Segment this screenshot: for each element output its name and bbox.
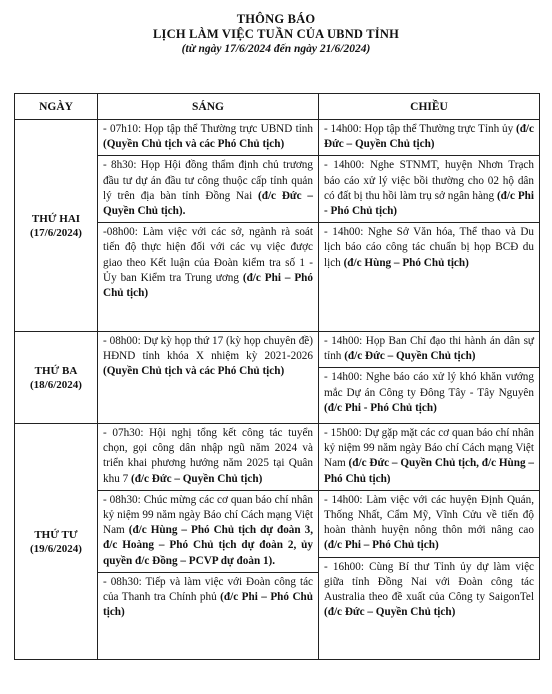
schedule-item-assignee: (đ/c Đức – Quyền Chủ tịch) [130,472,263,485]
schedule-table [14,93,540,660]
day-date: (18/6/2024) [30,378,82,391]
schedule-item-assignee: (đ/c Hùng – Phó Chủ tịch dự đoàn 3, đ/c Hoàng – Phó Chủ tịch dự đoàn 2, ủy quyền đ/c Đồng – PCVP dự đoàn 1). [103,524,313,567]
morning-schedule-item [98,573,318,624]
day-cell [15,424,98,660]
afternoon-schedule-item [319,332,539,368]
table-row [15,120,540,332]
day-date: (19/6/2024) [30,542,82,555]
afternoon-cell [319,424,540,660]
date-range: (từ ngày 17/6/2024 đến ngày 21/6/2024) [181,43,371,55]
schedule-item-assignee: (đ/c Đức – Quyền Chủ tịch) [344,350,476,363]
schedule-item-assignee: (Quyền Chủ tịch và các Phó Chủ tịch) [103,138,285,151]
schedule-item-text: - 8h30: Họp Hội đồng thẩm định chủ trương đầu tư dự án đầu tư công thuộc cấp tỉnh quản lý trên địa bàn tỉnh Đồng Nai [103,159,313,202]
schedule-item-text: - 08h30: Tiếp và làm việc với Đoàn công tác của Thanh tra Chính phủ [103,575,313,604]
morning-schedule-item [98,332,318,383]
schedule-item-assignee: (đ/c Đức – Quyền Chủ tịch). [103,189,313,218]
document-title: THÔNG BÁO [236,12,316,26]
morning-schedule-item [98,491,318,573]
schedule-item-text: - 08h00: Dự kỳ họp thứ 17 (kỳ họp chuyên đề) HĐND tỉnh khóa X nhiệm kỳ 2021-2026 [103,335,313,363]
afternoon-schedule-item [319,558,539,624]
schedule-item-assignee: (đ/c Phi - Phó Chủ tịch) [324,401,437,414]
schedule-item-text: - 14h00: Nghe STNMT, huyện Nhơn Trạch báo cáo xử lý việc bồi thường cho 02 hộ dân có đất bị thu hồi làm trụ sở ngân hàng [324,159,534,202]
document-subtitle: LỊCH LÀM VIỆC TUẦN CỦA UBND TỈNH [152,27,400,41]
column-header-day: NGÀY [15,94,98,120]
morning-schedule-item [98,223,318,304]
column-header-morning: SÁNG [98,94,319,120]
schedule-item-assignee: (đ/c Phi – Phó Chủ tịch) [103,271,313,300]
schedule-item-assignee: (đ/c Phi - Phó Chủ tịch) [324,189,534,218]
schedule-item-text: - 07h10: Họp tập thể Thường trực UBND tỉnh [103,123,313,135]
column-header-afternoon: CHIỀU [319,94,540,120]
schedule-item-assignee: (Quyền Chủ tịch và các Phó Chủ tịch) [103,365,285,378]
schedule-item-text: - 14h00: Họp tập thể Thường trực Tỉnh ủy [324,123,516,135]
schedule-item-assignee: (đ/c Đức – Quyền Chủ tịch) [324,123,534,151]
morning-schedule-item [98,120,318,156]
day-cell [15,120,98,332]
schedule-item-text: -08h00: Làm việc với các sở, ngành rà soát tiến độ thực hiện đối với các vụ việc được giao theo Kết luận của Đoàn kiểm tra số 1 - Ủy ban Kiểm tra Trung ương [103,226,313,284]
schedule-item-assignee: (đ/c Đức – Quyền Chủ tịch) [324,606,456,619]
schedule-item-text: - 15h00: Dự gặp mặt các cơ quan báo chí nhân kỷ niệm 99 năm ngày Báo chí Cách mạng Việt Nam [324,427,534,470]
schedule-item-text: - 07h30: Hội nghị tổng kết công tác tuyển chọn, gọi công dân nhập ngũ năm 2024 và triển khai phương hướng năm 2025 tại Quân khu 7 [103,427,313,485]
schedule-item-text: - 14h00: Làm việc với các huyện Định Quán, Thống Nhất, Cẩm Mỹ, Vĩnh Cửu về tiến độ hoàn thành huyện nông thôn mới nâng cao [324,493,534,537]
table-row [15,424,540,660]
day-name: THỨ TƯ [34,528,78,541]
afternoon-schedule-item [319,424,539,491]
morning-cell [98,120,319,332]
day-name: THỨ HAI [31,212,81,225]
afternoon-schedule-item [319,156,539,223]
schedule-item-text: - 16h00: Cùng Bí thư Tỉnh ủy dự làm việc giữa tỉnh Đồng Nai với Đoàn công tác Australia theo đề xuất của Công ty SaigonTel [324,560,534,604]
schedule-item-assignee: (đ/c Phi – Phó Chủ tịch) [103,591,313,619]
schedule-item-assignee: (đ/c Hùng – Phó Chủ tịch) [343,256,469,269]
afternoon-schedule-item [319,491,539,558]
schedule-item-text: - 14h00: Nghe Sở Văn hóa, Thể thao và Du lịch báo cáo công tác chuẩn bị họp BCĐ du lịch [324,226,534,269]
document-header [0,12,552,56]
afternoon-schedule-item [319,368,539,419]
morning-schedule-item [98,424,318,491]
afternoon-schedule-item [319,223,539,274]
schedule-item-assignee: (đ/c Phi – Phó Chủ tịch) [324,539,439,552]
morning-cell [98,332,319,424]
morning-cell [98,424,319,660]
afternoon-schedule-item [319,120,539,156]
schedule-item-text: - 14h00: Nghe báo cáo xử lý khó khăn vướng mắc Dự án Công ty Đông Tây - Tây Nguyên [324,371,534,399]
schedule-item-text: - 14h00: Họp Ban Chỉ đạo thi hành án dân sự tỉnh [324,335,534,363]
day-cell [15,332,98,424]
day-date: (17/6/2024) [30,226,82,239]
schedule-item-assignee: (đ/c Đức – Quyền Chủ tịch, đ/c Hùng – Phó Chủ tịch) [324,457,534,485]
afternoon-cell [319,120,540,332]
morning-schedule-item [98,156,318,223]
schedule-item-text: - 08h30: Chúc mừng các cơ quan báo chí nhân kỷ niệm 99 năm ngày Báo chí Cách mạng Việt Nam [103,493,313,537]
day-name: THỨ BA [34,364,78,377]
table-row [15,332,540,424]
table-header-row [15,94,540,120]
afternoon-cell [319,332,540,424]
